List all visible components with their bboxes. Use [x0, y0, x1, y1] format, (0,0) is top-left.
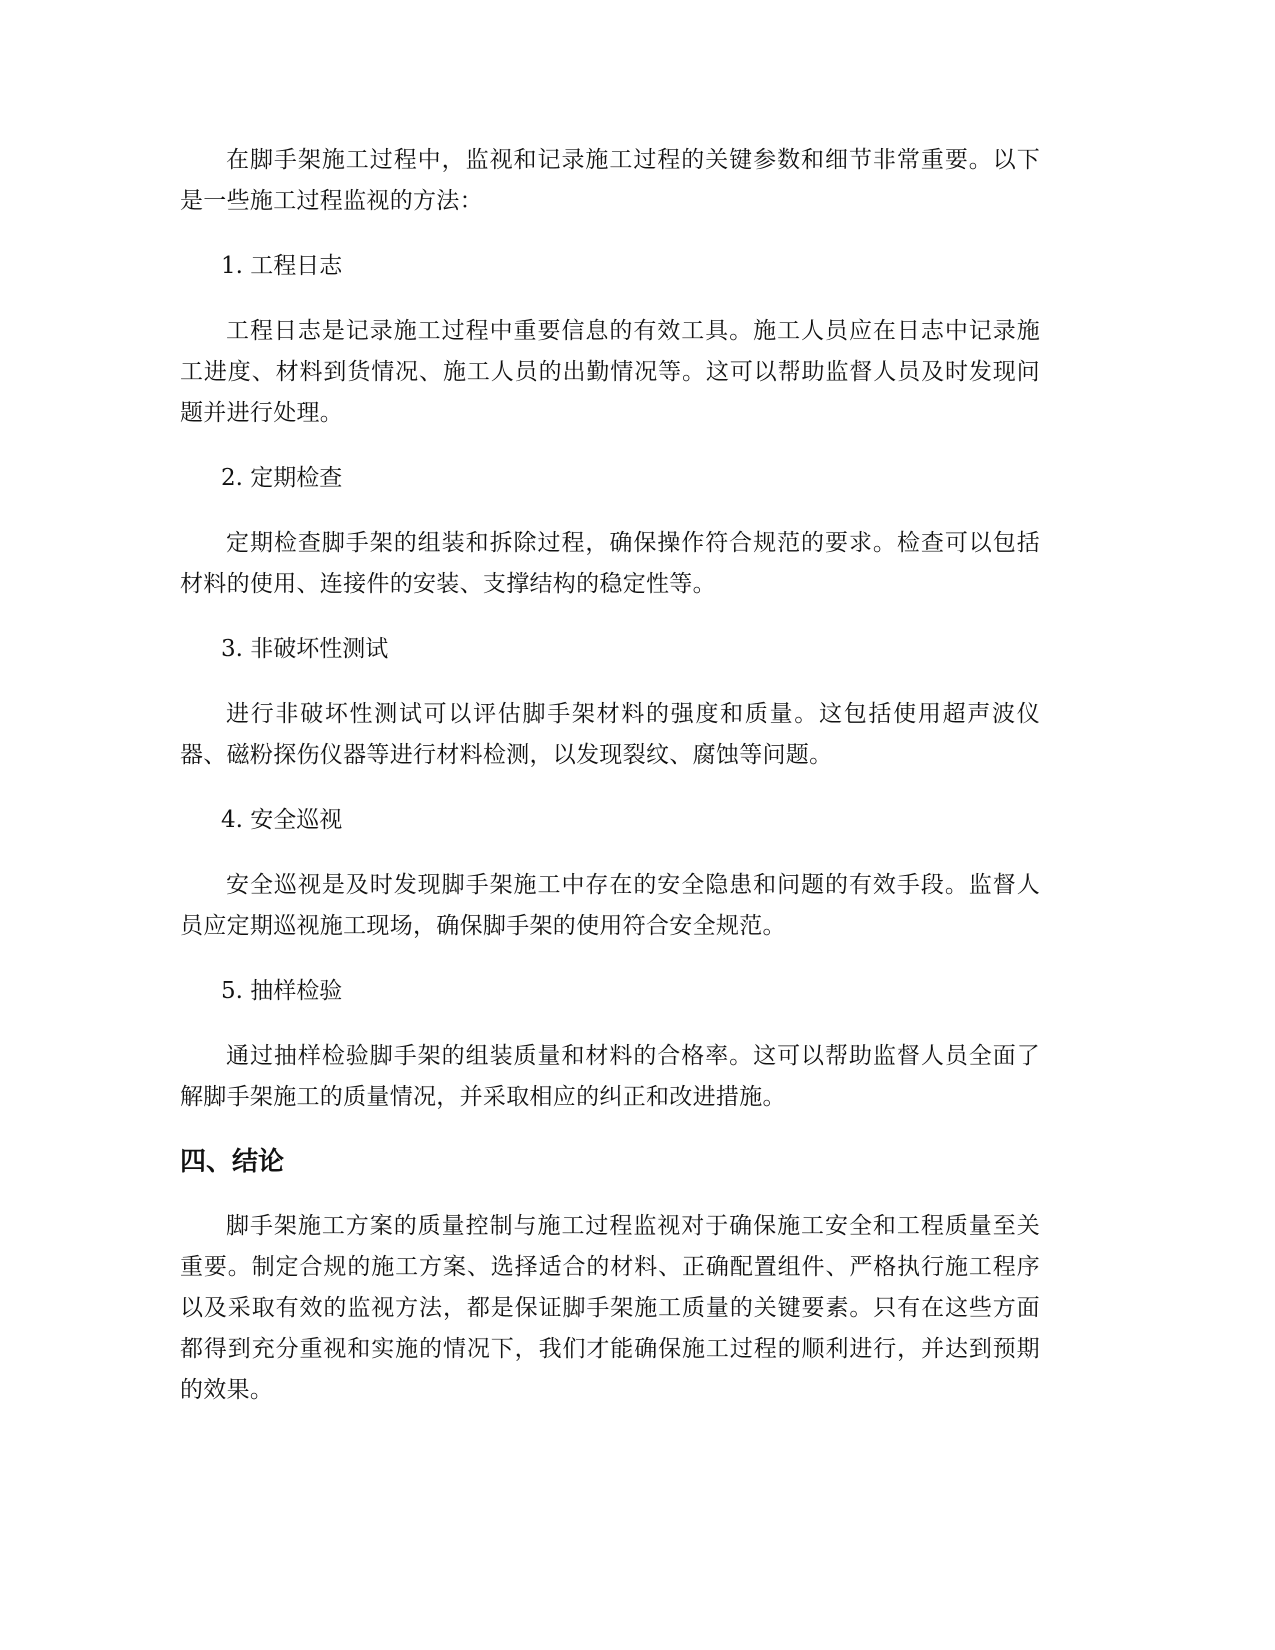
method-text-sampling-inspection: 通过抽样检验脚手架的组装质量和材料的合格率。这可以帮助监督人员全面了解脚手架施工的质量情况，并采取相应的纠正和改进措施。	[180, 1043, 1040, 1110]
method-text-periodic-inspection: 定期检查脚手架的组装和拆除过程，确保操作符合规范的要求。检查可以包括材料的使用、连接件的安装、支撑结构的稳定性等。	[180, 530, 1040, 597]
conclusion-paragraph: 脚手架施工方案的质量控制与施工过程监视对于确保施工安全和工程质量至关重要。制定合规的施工方案、选择适合的材料、正确配置组件、严格执行施工程序以及采取有效的监视方法，都是保证脚手架施工质量的关键要素。只有在这些方面都得到充分重视和实施的情况下，我们才能确保施工过程的顺利进行，并达到预期的效果。	[180, 1213, 1040, 1403]
method-heading-nondestructive-testing: 3. 非破坏性测试	[221, 636, 389, 662]
document-page	[180, 140, 1040, 1435]
conclusion-heading: 四、结论	[180, 1147, 285, 1177]
intro-paragraph: 在脚手架施工过程中，监视和记录施工过程的关键参数和细节非常重要。以下是一些施工过程监视的方法：	[180, 147, 1040, 214]
method-heading-safety-patrol: 4. 安全巡视	[221, 807, 343, 833]
method-heading-sampling-inspection: 5. 抽样检验	[221, 978, 343, 1004]
method-text-nondestructive-testing: 进行非破坏性测试可以评估脚手架材料的强度和质量。这包括使用超声波仪器、磁粉探伤仪器等进行材料检测，以发现裂纹、腐蚀等问题。	[180, 701, 1040, 768]
method-text-engineering-log: 工程日志是记录施工过程中重要信息的有效工具。施工人员应在日志中记录施工进度、材料到货情况、施工人员的出勤情况等。这可以帮助监督人员及时发现问题并进行处理。	[180, 318, 1040, 426]
method-heading-engineering-log: 1. 工程日志	[221, 253, 343, 279]
method-text-safety-patrol: 安全巡视是及时发现脚手架施工中存在的安全隐患和问题的有效手段。监督人员应定期巡视施工现场，确保脚手架的使用符合安全规范。	[180, 872, 1040, 939]
method-heading-periodic-inspection: 2. 定期检查	[221, 465, 343, 491]
